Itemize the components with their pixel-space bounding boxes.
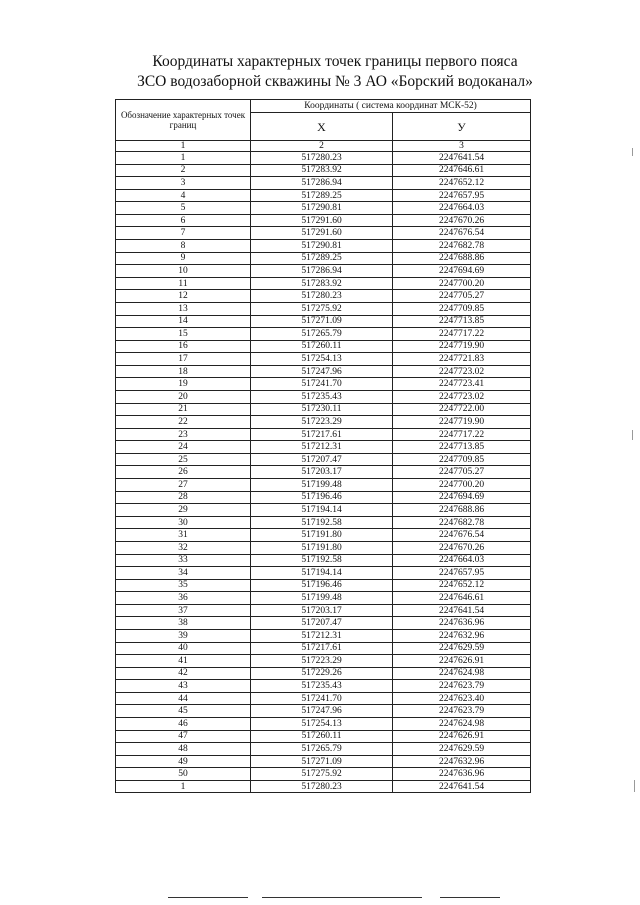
x-coordinate-cell: 517191.80 [251,529,393,542]
x-coordinate-cell: 517235.43 [251,680,393,693]
point-number-cell: 10 [116,265,251,278]
point-number-cell: 12 [116,290,251,303]
point-number-cell: 7 [116,227,251,240]
point-number-cell: 44 [116,692,251,705]
table-row [116,416,531,429]
y-coordinate-cell: 2247722.00 [393,403,531,416]
table-row [116,277,531,290]
y-coordinate-cell: 2247694.69 [393,491,531,504]
table-row [116,315,531,328]
footer-rule [440,897,500,898]
point-number-cell: 42 [116,667,251,680]
point-number-cell: 46 [116,718,251,731]
y-coordinate-cell: 2247636.96 [393,617,531,630]
title-line-1: Координаты характерных точек границы первого пояса [152,53,518,70]
y-coordinate-cell: 2247709.85 [393,302,531,315]
y-coordinate-cell: 2247632.96 [393,629,531,642]
x-coordinate-cell: 517286.94 [251,265,393,278]
x-coordinate-cell: 517229.26 [251,667,393,680]
point-number-cell: 24 [116,441,251,454]
point-number-cell: 11 [116,277,251,290]
y-coordinate-cell: 2247723.02 [393,365,531,378]
table-row [116,441,531,454]
x-coordinate-cell: 517260.11 [251,730,393,743]
point-number-cell: 45 [116,705,251,718]
y-coordinate-cell: 2247626.91 [393,730,531,743]
table-row [116,227,531,240]
table-row [116,743,531,756]
x-coordinate-cell: 517203.17 [251,466,393,479]
y-coordinate-cell: 2247709.85 [393,453,531,466]
table-row [116,365,531,378]
table-row [116,252,531,265]
x-coordinate-cell: 517217.61 [251,428,393,441]
y-coordinate-cell: 2247705.27 [393,290,531,303]
table-row [116,164,531,177]
point-number-cell: 8 [116,240,251,253]
x-coordinate-cell: 517241.70 [251,692,393,705]
point-number-cell: 22 [116,416,251,429]
point-number-cell: 30 [116,516,251,529]
point-number-cell: 37 [116,604,251,617]
point-number-cell: 28 [116,491,251,504]
table-body [116,152,531,793]
point-number-cell: 9 [116,252,251,265]
coordinates-table [115,99,531,793]
table-row [116,755,531,768]
y-coordinate-cell: 2247676.54 [393,227,531,240]
x-coordinate-cell: 517289.25 [251,189,393,202]
table-row [116,378,531,391]
y-coordinate-cell: 2247623.79 [393,705,531,718]
x-coordinate-cell: 517247.96 [251,705,393,718]
y-coordinate-cell: 2247646.61 [393,592,531,605]
x-coordinate-cell: 517192.58 [251,554,393,567]
point-number-cell: 43 [116,680,251,693]
point-number-cell: 25 [116,453,251,466]
table-row [116,328,531,341]
table-row [116,529,531,542]
x-coordinate-cell: 517247.96 [251,365,393,378]
x-coordinate-cell: 517207.47 [251,617,393,630]
y-coordinate-cell: 2247717.22 [393,428,531,441]
table-row [116,340,531,353]
x-coordinate-cell: 517290.81 [251,240,393,253]
x-coordinate-cell: 517212.31 [251,441,393,454]
point-number-cell: 26 [116,466,251,479]
x-coordinate-cell: 517212.31 [251,629,393,642]
y-coordinate-cell: 2247717.22 [393,328,531,341]
y-coordinate-cell: 2247723.02 [393,390,531,403]
x-coordinate-cell: 517260.11 [251,340,393,353]
point-number-cell: 4 [116,189,251,202]
x-coordinate-cell: 517194.14 [251,504,393,517]
point-number-cell: 41 [116,655,251,668]
x-coordinate-cell: 517291.60 [251,227,393,240]
table-row [116,730,531,743]
point-number-cell: 49 [116,755,251,768]
table-row [116,617,531,630]
table-row [116,768,531,781]
table-row [116,353,531,366]
y-coordinate-cell: 2247623.40 [393,692,531,705]
x-coordinate-cell: 517223.29 [251,655,393,668]
table-row [116,214,531,227]
header-point-name: Обозначение характерных точек границ [116,100,251,141]
point-number-cell: 27 [116,479,251,492]
point-number-cell: 6 [116,214,251,227]
y-coordinate-cell: 2247632.96 [393,755,531,768]
x-coordinate-cell: 517275.92 [251,768,393,781]
scan-edge-mark [632,148,633,156]
y-coordinate-cell: 2247723.41 [393,378,531,391]
table-row [116,390,531,403]
point-number-cell: 5 [116,202,251,215]
table-row [116,567,531,580]
x-coordinate-cell: 517265.79 [251,743,393,756]
table-row [116,541,531,554]
point-number-cell: 33 [116,554,251,567]
table-row [116,177,531,190]
x-coordinate-cell: 517203.17 [251,604,393,617]
table-row [116,265,531,278]
point-number-cell: 14 [116,315,251,328]
table-row [116,554,531,567]
y-coordinate-cell: 2247641.54 [393,604,531,617]
column-number-1: 1 [116,141,251,152]
footer-rule [168,897,248,898]
point-number-cell: 2 [116,164,251,177]
y-coordinate-cell: 2247626.91 [393,655,531,668]
point-number-cell: 21 [116,403,251,416]
point-number-cell: 31 [116,529,251,542]
x-coordinate-cell: 517196.46 [251,579,393,592]
x-coordinate-cell: 517223.29 [251,416,393,429]
x-coordinate-cell: 517207.47 [251,453,393,466]
table-row [116,240,531,253]
point-number-cell: 20 [116,390,251,403]
point-number-cell: 47 [116,730,251,743]
y-coordinate-cell: 2247636.96 [393,768,531,781]
table-row [116,302,531,315]
y-coordinate-cell: 2247700.20 [393,277,531,290]
point-number-cell: 1 [116,152,251,165]
point-number-cell: 19 [116,378,251,391]
y-coordinate-cell: 2247688.86 [393,504,531,517]
x-coordinate-cell: 517199.48 [251,592,393,605]
x-coordinate-cell: 517217.61 [251,642,393,655]
table-row [116,189,531,202]
y-coordinate-cell: 2247641.54 [393,780,531,793]
y-coordinate-cell: 2247670.26 [393,214,531,227]
y-coordinate-cell: 2247694.69 [393,265,531,278]
table-row [116,604,531,617]
document-title [100,52,570,92]
point-number-cell: 15 [116,328,251,341]
x-coordinate-cell: 517199.48 [251,479,393,492]
x-coordinate-cell: 517194.14 [251,567,393,580]
y-coordinate-cell: 2247719.90 [393,416,531,429]
table-row [116,667,531,680]
table-row [116,655,531,668]
y-coordinate-cell: 2247624.98 [393,667,531,680]
point-number-cell: 38 [116,617,251,630]
title-line-2: ЗСО водозаборной скважины № 3 АО «Борский водоканал» [137,73,533,90]
point-number-cell: 32 [116,541,251,554]
x-coordinate-cell: 517280.23 [251,152,393,165]
y-coordinate-cell: 2247664.03 [393,554,531,567]
y-coordinate-cell: 2247676.54 [393,529,531,542]
y-coordinate-cell: 2247721.83 [393,353,531,366]
point-number-cell: 40 [116,642,251,655]
x-coordinate-cell: 517283.92 [251,164,393,177]
point-number-cell: 17 [116,353,251,366]
table-row [116,491,531,504]
table-row [116,152,531,165]
y-coordinate-cell: 2247682.78 [393,240,531,253]
header-x: Х [251,113,393,141]
y-coordinate-cell: 2247629.59 [393,642,531,655]
x-coordinate-cell: 517290.81 [251,202,393,215]
x-coordinate-cell: 517254.13 [251,718,393,731]
point-number-cell: 18 [116,365,251,378]
table-row [116,780,531,793]
column-number-2: 2 [251,141,393,152]
table-row [116,516,531,529]
header-coordinates: Координаты ( система координат МСК-52) [251,100,531,113]
point-number-cell: 50 [116,768,251,781]
x-coordinate-cell: 517191.80 [251,541,393,554]
y-coordinate-cell: 2247657.95 [393,189,531,202]
x-coordinate-cell: 517265.79 [251,328,393,341]
table-row [116,592,531,605]
y-coordinate-cell: 2247713.85 [393,315,531,328]
table-row [116,680,531,693]
x-coordinate-cell: 517192.58 [251,516,393,529]
y-coordinate-cell: 2247700.20 [393,479,531,492]
x-coordinate-cell: 517283.92 [251,277,393,290]
point-number-cell: 1 [116,780,251,793]
y-coordinate-cell: 2247629.59 [393,743,531,756]
x-coordinate-cell: 517286.94 [251,177,393,190]
column-number-3: 3 [393,141,531,152]
point-number-cell: 34 [116,567,251,580]
y-coordinate-cell: 2247705.27 [393,466,531,479]
table-row [116,579,531,592]
point-number-cell: 13 [116,302,251,315]
point-number-cell: 36 [116,592,251,605]
table-row [116,428,531,441]
y-coordinate-cell: 2247719.90 [393,340,531,353]
y-coordinate-cell: 2247641.54 [393,152,531,165]
x-coordinate-cell: 517241.70 [251,378,393,391]
point-number-cell: 3 [116,177,251,190]
table-row [116,479,531,492]
table-row [116,403,531,416]
x-coordinate-cell: 517289.25 [251,252,393,265]
footer-rule [262,897,422,898]
point-number-cell: 48 [116,743,251,756]
y-coordinate-cell: 2247652.12 [393,579,531,592]
y-coordinate-cell: 2247688.86 [393,252,531,265]
point-number-cell: 23 [116,428,251,441]
table-row [116,202,531,215]
x-coordinate-cell: 517275.92 [251,302,393,315]
y-coordinate-cell: 2247713.85 [393,441,531,454]
y-coordinate-cell: 2247652.12 [393,177,531,190]
table-row [116,692,531,705]
x-coordinate-cell: 517254.13 [251,353,393,366]
point-number-cell: 29 [116,504,251,517]
table-row [116,642,531,655]
x-coordinate-cell: 517271.09 [251,315,393,328]
y-coordinate-cell: 2247623.79 [393,680,531,693]
table-row [116,629,531,642]
y-coordinate-cell: 2247670.26 [393,541,531,554]
scan-edge-mark [632,430,633,440]
y-coordinate-cell: 2247682.78 [393,516,531,529]
y-coordinate-cell: 2247657.95 [393,567,531,580]
table-row [116,718,531,731]
x-coordinate-cell: 517196.46 [251,491,393,504]
x-coordinate-cell: 517291.60 [251,214,393,227]
x-coordinate-cell: 517280.23 [251,780,393,793]
x-coordinate-cell: 517280.23 [251,290,393,303]
table-row [116,466,531,479]
y-coordinate-cell: 2247646.61 [393,164,531,177]
y-coordinate-cell: 2247664.03 [393,202,531,215]
table-row [116,453,531,466]
point-number-cell: 16 [116,340,251,353]
y-coordinate-cell: 2247624.98 [393,718,531,731]
table-row [116,290,531,303]
header-y: У [393,113,531,141]
scan-edge-mark [634,780,635,792]
x-coordinate-cell: 517271.09 [251,755,393,768]
x-coordinate-cell: 517230.11 [251,403,393,416]
table-row [116,504,531,517]
x-coordinate-cell: 517235.43 [251,390,393,403]
table-row [116,705,531,718]
point-number-cell: 39 [116,629,251,642]
point-number-cell: 35 [116,579,251,592]
